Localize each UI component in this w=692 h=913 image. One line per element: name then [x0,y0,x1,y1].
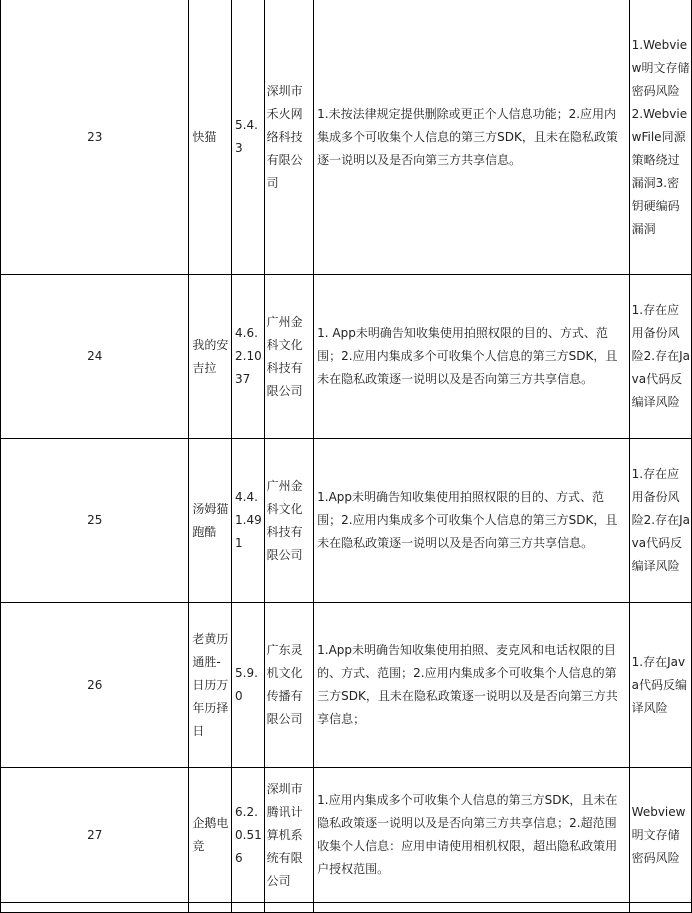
app-version: 6.2.0.516 [232,768,265,903]
developer: 广东灵机文化传播有限公司 [264,603,313,768]
app-version [232,903,265,913]
security-risks: 1.存在Java代码反编译风险 [629,603,691,768]
security-risks: 1.Webview明文存储密码风险2.WebviewFile同源策略绕过漏洞3.密钥硬编码漏洞 [629,0,691,275]
row-number: 27 [1,768,189,903]
table-row [1,275,692,439]
security-risks: 1.存在应用备份风险2.存在Java代码反编译风险 [629,275,691,439]
security-risks: Webview明文存储密码风险 [629,768,691,903]
privacy-issues: 1.App未明确告知收集使用拍照权限的目的、方式、范围；2.应用内集成多个可收集个人信息的第三方SDK，且未在隐私政策逐一说明以及是否向第三方共享信息。 [314,439,630,603]
privacy-issues: 1.应用内集成多个可收集个人信息的第三方SDK，且未在隐私政策逐一说明以及是否向第三方共享信息；2.超范围收集个人信息：应用申请使用相机权限，超出隐私政策用户授权范围。 [314,768,630,903]
developer: 广州金科文化科技有限公司 [264,275,313,439]
table-row [1,0,692,275]
app-version: 5.4.3 [232,0,265,275]
row-number [1,903,189,913]
table-row [1,768,692,903]
table-row [1,903,692,913]
privacy-issues: 1.未按法律规定提供删除或更正个人信息功能；2.应用内集成多个可收集个人信息的第三方SDK，且未在隐私政策逐一说明以及是否向第三方共享信息。 [314,0,630,275]
row-number: 26 [1,603,189,768]
privacy-issues: 1.App未明确告知收集使用拍照、麦克风和电话权限的目的、方式、范围；2.应用内集成多个可收集个人信息的第三方SDK，且未在隐私政策逐一说明以及是否向第三方共享信息； [314,603,630,768]
row-number: 25 [1,439,189,603]
developer: 广州金科文化科技有限公司 [264,439,313,603]
developer: 深圳市禾火网络科技有限公司 [264,0,313,275]
table-row [1,439,692,603]
developer [264,903,313,913]
row-number: 23 [1,0,189,275]
app-name [189,903,232,913]
app-name: 汤姆猫跑酷 [189,439,232,603]
privacy-issues: 1. App未明确告知收集使用拍照权限的目的、方式、范围；2.应用内集成多个可收集个人信息的第三方SDK，且未在隐私政策逐一说明以及是否向第三方共享信息。 [314,275,630,439]
row-number: 24 [1,275,189,439]
security-risks [629,903,691,913]
developer: 深圳市腾讯计算机系统有限公司 [264,768,313,903]
app-name: 快猫 [189,0,232,275]
security-risks: 1.存在应用备份风险2.存在Java代码反编译风险 [629,439,691,603]
table-row [1,603,692,768]
app-name: 企鹅电竞 [189,768,232,903]
privacy-issues [314,903,630,913]
app-name: 老黄历通胜-日历万年历择日 [189,603,232,768]
app-version: 4.6.2.1037 [232,275,265,439]
app-version: 4.4.1.491 [232,439,265,603]
app-name: 我的安吉拉 [189,275,232,439]
app-version: 5.9.0 [232,603,265,768]
